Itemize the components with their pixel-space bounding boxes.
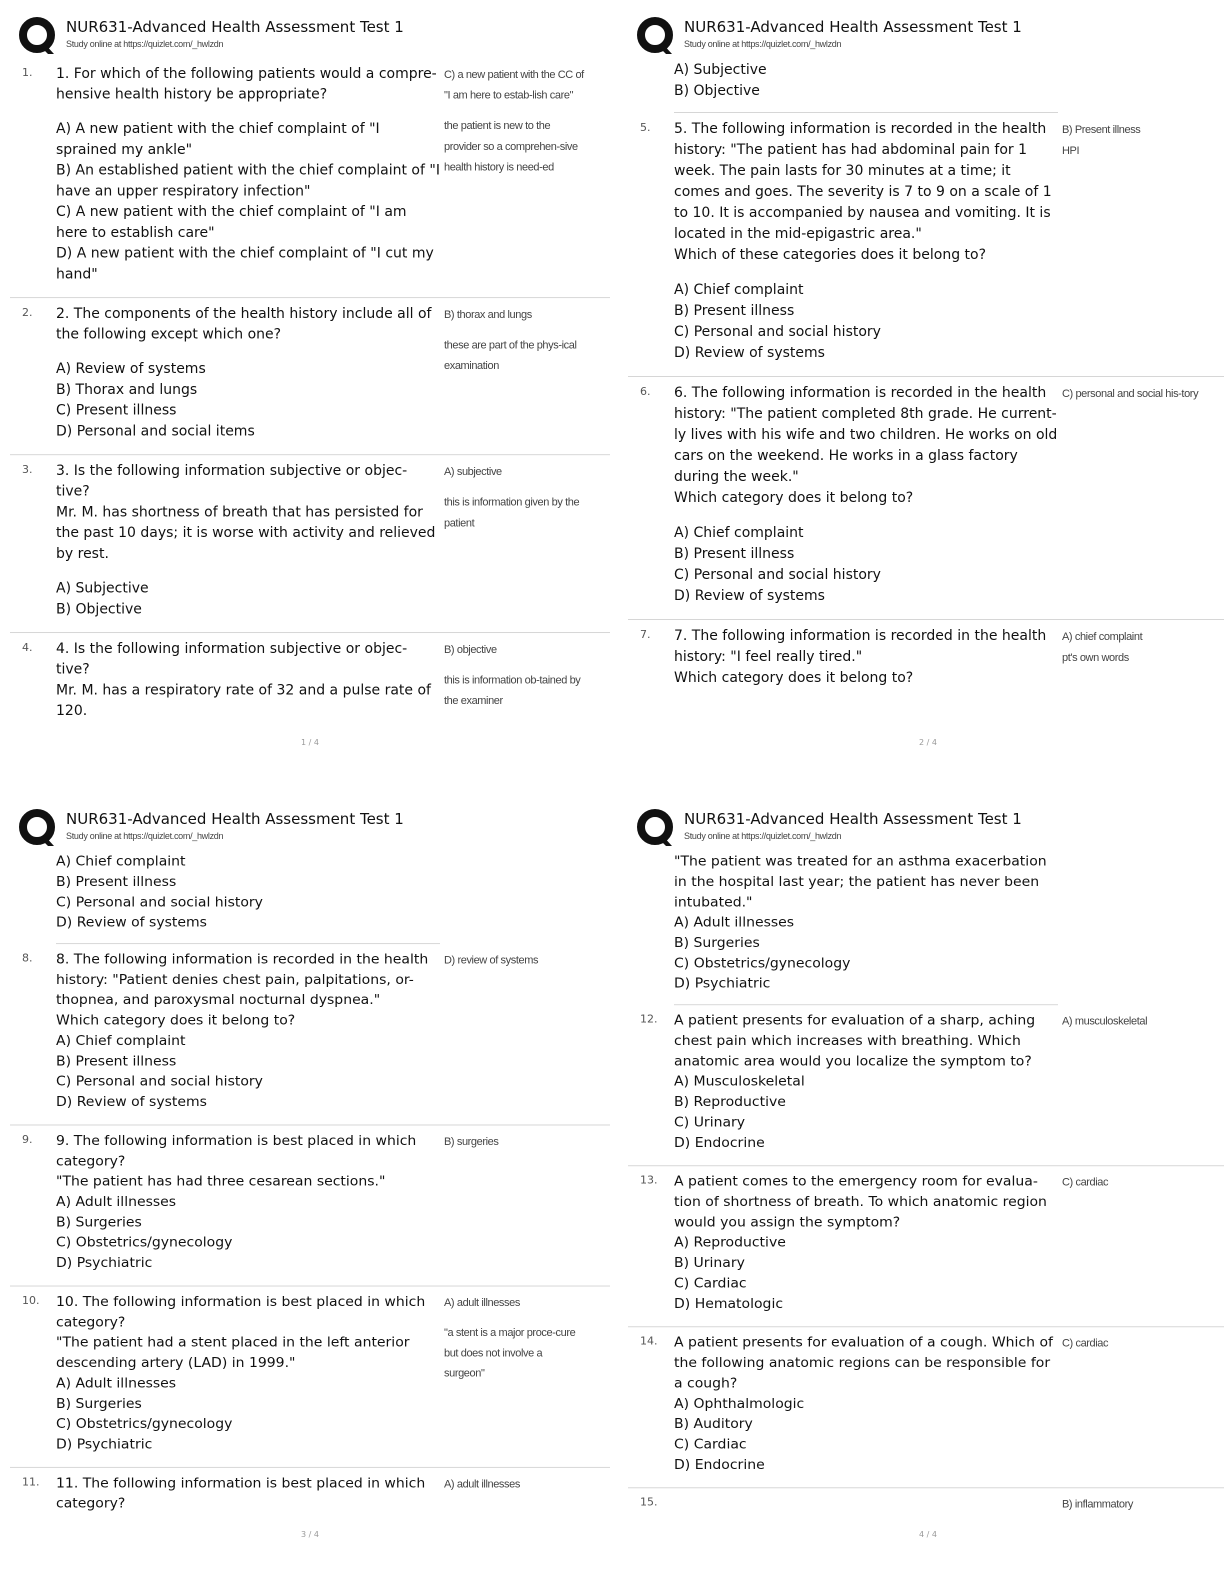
continued-line: C) Obstetrics/gynecology	[674, 955, 851, 972]
page-header	[10, 14, 610, 58]
flashcard-item	[628, 377, 1224, 620]
question-line: 8. The following information is recorded in the health history: "Patient denies chest pain, palpitations, or-thopnea, and paroxysmal nocturnal dyspnea."	[56, 951, 429, 1009]
line-gap	[444, 1314, 584, 1324]
answer-text	[1062, 1173, 1202, 1193]
item-number: 12.	[640, 1012, 658, 1026]
flashcard-list	[10, 58, 610, 734]
answer-text	[444, 640, 584, 712]
question-line: B) Present illness	[674, 546, 795, 562]
page-header	[628, 14, 1224, 58]
quizlet-logo-icon	[636, 16, 676, 56]
question-line: B) Surgeries	[56, 1214, 142, 1231]
question-line: 9. The following information is best placed in which category?	[56, 1133, 417, 1170]
question-text	[674, 383, 1058, 607]
answer-text	[1062, 384, 1202, 405]
answer-line: pt's own words	[1062, 652, 1129, 664]
flashcard-item	[10, 944, 610, 1125]
question-line: Mr. M. has a respiratory rate of 32 and a pulse rate of 120.	[56, 682, 431, 719]
item-number: 4.	[22, 640, 33, 654]
question-line: B) Urinary	[674, 1255, 745, 1271]
question-line: C) A new patient with the chief complaint of "I am here to establish care"	[56, 204, 407, 241]
question-line: A) A new patient with the chief complaint of "I sprained my ankle"	[56, 121, 380, 158]
answer-line: C) personal and social his-tory	[1062, 388, 1199, 400]
flashcard-item	[628, 113, 1224, 377]
document-title: NUR631-Advanced Health Assessment Test 1	[684, 810, 1022, 828]
answer-line: A) adult illnesses	[444, 1478, 520, 1491]
question-text	[674, 1172, 1058, 1315]
question-line: Which category does it belong to?	[674, 670, 914, 686]
answer-line: this is information given by the patient	[444, 496, 580, 530]
question-line: C) Personal and social history	[674, 324, 881, 340]
flashcard-item	[628, 1488, 1224, 1526]
answer-line: B) inflammatory	[1062, 1498, 1134, 1511]
answer-line: D) review of systems	[444, 954, 539, 967]
answer-line: this is information ob-tained by the examiner	[444, 674, 581, 708]
question-text	[56, 1292, 440, 1455]
answer-line: A) chief complaint	[1062, 631, 1143, 643]
question-line: D) Hematologic	[674, 1296, 784, 1312]
line-gap	[674, 266, 1058, 280]
page-number: 1 / 4	[301, 738, 319, 747]
answer-text	[1062, 1495, 1202, 1515]
question-line: 3. Is the following information subjective or objec-tive?	[56, 463, 408, 500]
continued-line: B) Surgeries	[674, 935, 760, 951]
answer-line: A) subjective	[444, 466, 502, 478]
flashcard-item	[10, 455, 610, 633]
continued-line: D) Review of systems	[56, 914, 207, 931]
question-text	[674, 1494, 1058, 1514]
quizlet-logo-icon	[18, 808, 58, 848]
question-line: 10. The following information is best placed in which category?	[56, 1294, 426, 1331]
question-line: 2. The components of the health history include all of the following except which one?	[56, 305, 432, 343]
page-header	[10, 806, 610, 850]
flashcard-item	[628, 1166, 1224, 1327]
item-number: 2.	[22, 305, 33, 319]
question-line: B) Reproductive	[674, 1094, 786, 1110]
answer-line: A) musculoskeletal	[1062, 1015, 1148, 1028]
question-text	[674, 626, 1058, 689]
line-gap	[444, 483, 584, 493]
answer-line: C) a new patient with the CC of "I am here to estab-lish care"	[444, 68, 584, 102]
answer-text	[1062, 120, 1202, 162]
page-4	[628, 806, 1224, 1586]
question-line: D) Endocrine	[674, 1135, 765, 1151]
question-text	[56, 1474, 440, 1515]
question-line: A patient presents for evaluation of a cough. Which of the following anatomic regions can be responsible for a cough?	[674, 1335, 1053, 1392]
line-gap	[444, 661, 584, 671]
continued-line: A) Adult illnesses	[674, 914, 795, 931]
question-line: C) Urinary	[674, 1114, 746, 1131]
question-line: B) Present illness	[56, 1053, 177, 1070]
question-line: A) Subjective	[56, 580, 149, 597]
question-line: 4. Is the following information subjective or objec-tive?	[56, 640, 408, 678]
flashcard-item	[628, 620, 1224, 701]
question-line: D) Review of systems	[56, 1094, 207, 1110]
answer-line: B) surgeries	[444, 1136, 499, 1148]
flashcard-list	[10, 850, 610, 1526]
question-line: B) Auditory	[674, 1416, 753, 1432]
question-line: A) Chief complaint	[674, 282, 804, 298]
question-line: A patient presents for evaluation of a sharp, aching chest pain which increases with breathing. Which anatomic area would you localize the symptom to?	[674, 1012, 1036, 1070]
answer-text	[444, 1132, 584, 1152]
flashcard-item	[10, 1125, 610, 1286]
continued-line: B) Objective	[674, 83, 760, 99]
flashcard-item	[10, 1468, 610, 1526]
question-line: "The patient had a stent placed in the left anterior descending artery (LAD) in 1999."	[56, 1335, 410, 1371]
question-line: C) Personal and social history	[674, 567, 881, 583]
answer-line: B) Present illness	[1062, 124, 1141, 136]
question-line: Which category does it belong to?	[674, 490, 914, 506]
question-line: D) Psychiatric	[56, 1436, 153, 1453]
flashcard-list	[628, 850, 1224, 1526]
question-line: A) Chief complaint	[674, 525, 804, 541]
question-text	[674, 1011, 1058, 1154]
answer-line: C) cardiac	[1062, 1176, 1109, 1189]
question-text	[56, 461, 440, 620]
question-line: B) Surgeries	[56, 1396, 142, 1412]
question-line: A) Reproductive	[674, 1235, 786, 1251]
page-header	[628, 806, 1224, 850]
answer-text	[444, 305, 584, 377]
study-link[interactable]: Study online at https://quizlet.com/_hwlzdn	[684, 831, 842, 841]
answer-line: B) thorax and lungs	[444, 308, 532, 321]
question-line: C) Personal and social history	[56, 1074, 263, 1090]
question-text	[674, 1333, 1058, 1476]
continued-line: "The patient was treated for an asthma exacerbation in the hospital last year; the patient has never been intubated."	[674, 853, 1047, 911]
question-line: D) Personal and social items	[56, 423, 255, 440]
continued-line: B) Present illness	[56, 874, 177, 890]
item-number: 10.	[22, 1294, 40, 1307]
question-line: 1. For which of the following patients would a compre-hensive health history be appropriate?	[56, 65, 437, 103]
line-gap	[56, 105, 440, 119]
answer-line: the patient is new to the provider so a comprehen-sive health history is need-ed	[444, 120, 578, 174]
page-number: 3 / 4	[301, 1530, 319, 1539]
page-1	[10, 14, 610, 794]
question-line: A patient comes to the emergency room for evalua-tion of shortness of breath. To which anatomic region would you assign the symptom?	[674, 1173, 1047, 1231]
flashcard-item	[628, 1327, 1224, 1488]
flashcard-list	[628, 58, 1224, 701]
question-line: C) Present illness	[56, 402, 177, 419]
question-text	[56, 64, 440, 285]
item-number: 14.	[640, 1335, 658, 1348]
question-line: B) Thorax and lungs	[56, 382, 198, 398]
question-line: Which category does it belong to?	[56, 1012, 296, 1029]
quizlet-logo-icon	[636, 808, 676, 848]
study-link[interactable]: Study online at https://quizlet.com/_hwlzdn	[684, 39, 842, 49]
page-2	[628, 14, 1224, 794]
line-gap	[444, 106, 584, 116]
continued-question	[56, 850, 440, 944]
answer-line: these are part of the phys-ical examination	[444, 339, 577, 373]
flashcard-item	[10, 633, 610, 734]
question-line: D) Review of systems	[674, 588, 825, 604]
answer-line: B) objective	[444, 643, 497, 656]
question-line: A) Chief complaint	[56, 1033, 186, 1049]
continued-question	[674, 58, 1058, 113]
flashcard-item	[10, 58, 610, 298]
question-line: B) Present illness	[674, 303, 795, 319]
question-text	[56, 950, 440, 1113]
item-number: 11.	[22, 1475, 40, 1489]
item-number: 1.	[22, 65, 33, 79]
question-line: A) Ophthalmologic	[674, 1396, 805, 1412]
answer-text	[444, 1475, 584, 1495]
answer-text	[444, 65, 584, 179]
item-number: 15.	[640, 1496, 658, 1509]
study-link[interactable]: Study online at https://quizlet.com/_hwlzdn	[66, 39, 224, 49]
question-line: A) Adult illnesses	[56, 1194, 177, 1210]
answer-line: C) cardiac	[1062, 1337, 1109, 1350]
continued-line: A) Subjective	[674, 62, 767, 78]
document-title: NUR631-Advanced Health Assessment Test 1	[66, 18, 404, 36]
question-line: B) Objective	[56, 601, 142, 618]
answer-line: "a stent is a major proce-cure but does not involve a surgeon"	[444, 1327, 576, 1380]
line-gap	[444, 326, 584, 336]
page-number: 2 / 4	[919, 738, 937, 747]
item-number: 13.	[640, 1173, 658, 1187]
continued-line: C) Personal and social history	[56, 894, 263, 911]
question-line: 11. The following information is best placed in which category?	[56, 1475, 426, 1512]
document-title: NUR631-Advanced Health Assessment Test 1	[684, 18, 1022, 36]
question-line: 7. The following information is recorded in the health history: "I feel really tired."	[674, 628, 1047, 665]
line-gap	[674, 509, 1058, 523]
question-line: D) Endocrine	[674, 1457, 765, 1473]
question-text	[56, 639, 440, 722]
continued-line: D) Psychiatric	[674, 976, 771, 992]
question-line: C) Obstetrics/gynecology	[56, 1235, 233, 1251]
question-line: Which of these categories does it belong to?	[674, 247, 987, 263]
question-line: D) A new patient with the chief complaint of "I cut my hand"	[56, 245, 434, 283]
study-link[interactable]: Study online at https://quizlet.com/_hwlzdn	[66, 831, 224, 841]
item-number: 7.	[640, 628, 651, 641]
item-number: 8.	[22, 951, 33, 965]
page-number: 4 / 4	[919, 1530, 937, 1539]
item-number: 9.	[22, 1133, 33, 1146]
question-line: D) Review of systems	[674, 345, 825, 361]
question-line: D) Psychiatric	[56, 1255, 153, 1271]
document-title: NUR631-Advanced Health Assessment Test 1	[66, 810, 404, 828]
question-line: C) Obstetrics/gynecology	[56, 1416, 233, 1432]
question-text	[56, 1131, 440, 1274]
question-line: "The patient has had three cesarean sections."	[56, 1173, 386, 1190]
line-gap	[56, 565, 440, 579]
question-line: 5. The following information is recorded in the health history: "The patient has had abdominal pain for 1 week. The pain lasts for 30 minutes at a time; it comes and goes. The severity is 7 to 9 on a scale of 1 to 10. It is accompanied by nausea and vomiting. It is located in the mid-epigastric area."	[674, 121, 1052, 242]
answer-text	[444, 951, 584, 971]
answer-text	[1062, 627, 1202, 669]
question-line: A) Adult illnesses	[56, 1375, 177, 1392]
item-number: 6.	[640, 385, 651, 398]
answer-text	[444, 462, 584, 534]
answer-text	[444, 1293, 584, 1384]
flashcard-item	[628, 1005, 1224, 1166]
page-3	[10, 806, 610, 1586]
answer-text	[1062, 1012, 1202, 1032]
line-gap	[56, 346, 440, 360]
quizlet-logo-icon	[18, 16, 58, 56]
item-number: 5.	[640, 121, 651, 134]
question-line: A) Review of systems	[56, 361, 206, 378]
question-text	[674, 119, 1058, 364]
continued-question	[674, 850, 1058, 1005]
question-line: 6. The following information is recorded in the health history: "The patient completed 8th grade. He current-ly lives with his wife and two children. He works on old cars on the weekend. He works in a glass factory during the week."	[674, 385, 1058, 485]
answer-line: HPI	[1062, 145, 1080, 157]
answer-text	[1062, 1334, 1202, 1354]
question-line: C) Cardiac	[674, 1436, 747, 1453]
item-number: 3.	[22, 463, 33, 476]
question-line: Mr. M. has shortness of breath that has persisted for the past 10 days; it is worse with activity and relieved by rest.	[56, 504, 436, 562]
continued-line: A) Chief complaint	[56, 853, 186, 870]
question-line: A) Musculoskeletal	[674, 1074, 805, 1090]
question-line: B) An established patient with the chief complaint of "I have an upper respiratory infection"	[56, 162, 440, 200]
question-line: C) Cardiac	[674, 1275, 747, 1292]
flashcard-item	[10, 298, 610, 455]
flashcard-item	[10, 1287, 610, 1468]
answer-line: A) adult illnesses	[444, 1297, 520, 1309]
question-text	[56, 304, 440, 442]
